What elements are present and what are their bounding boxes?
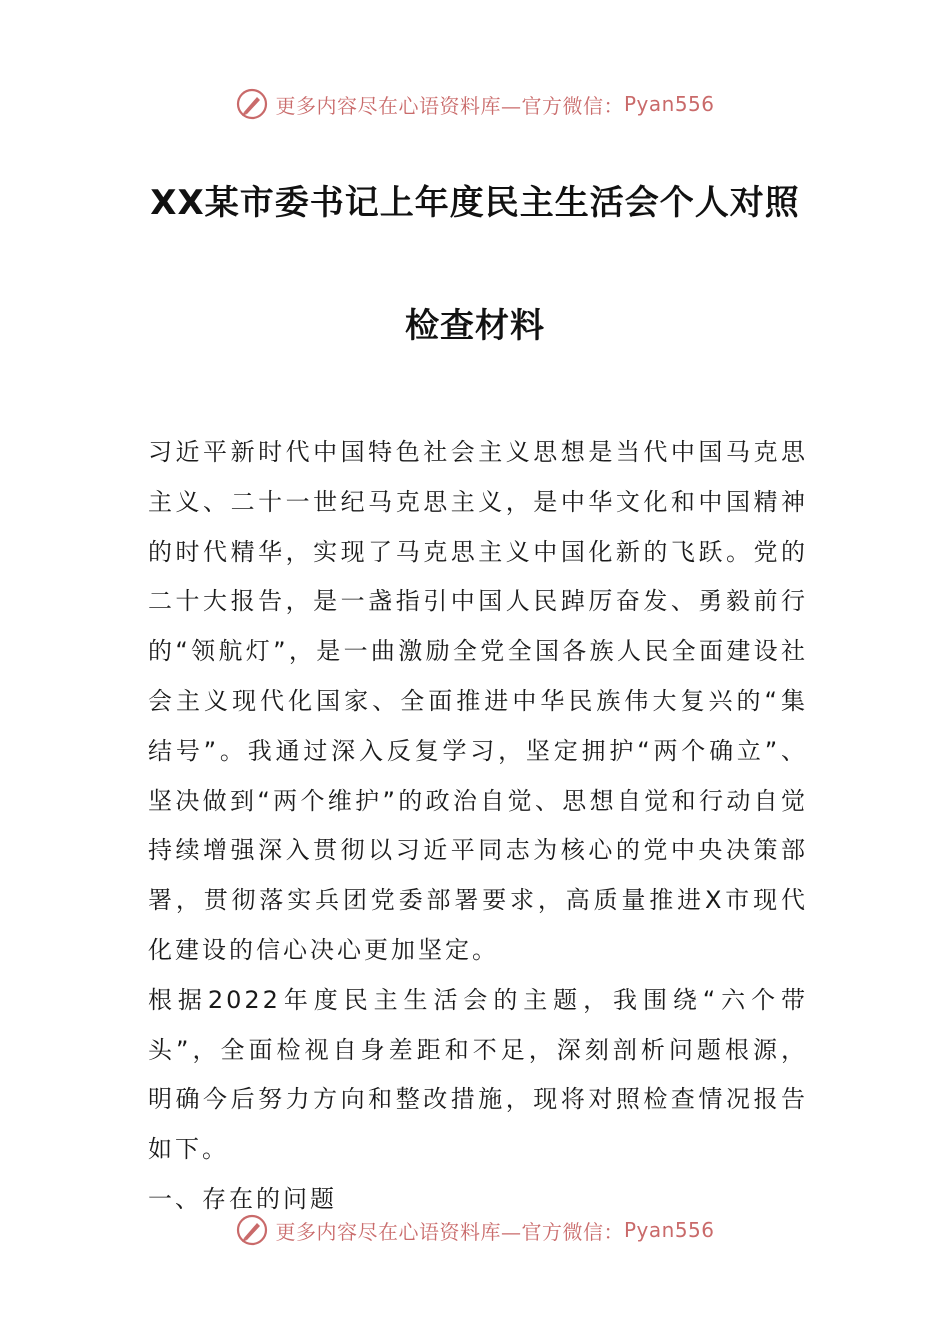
paragraph-2: 根据2022年度民主生活会的主题，我围绕“六个带头”，全面检视自身差距和不足，深刻剖析问题根源，明确今后努力方向和整改措施，现将对照检查情况报告如下。	[148, 985, 808, 1164]
document-title-line-2: 检查材料	[405, 306, 545, 346]
watermark-wechat-id: Pyan556	[623, 92, 715, 116]
document-body	[148, 428, 808, 1225]
paragraph-1: 习近平新时代中国特色社会主义思想是当代中国马克思主义、二十一世纪马克思主义，是中华文化和中国精神的时代精华，实现了马克思主义中国化新的飞跃。党的二十大报告，是一盏指引中国人民踔厉奋发、勇毅前行的“领航灯”，是一曲激励全党全国各族人民全面建设社会主义现代化国家、全面推进中华民族伟大复兴的“集结号”。我通过深入反复学习，坚定拥护“两个确立”、坚决做到“两个维护”的政治自觉、思想自觉和行动自觉持续增强深入贯彻以习近平同志为核心的党中央决策部署，贯彻落实兵团党委部署要求，高质量推进X市现代化建设的信心决心更加坚定。	[148, 438, 808, 964]
watermark-wechat-id: Pyan556	[623, 1218, 715, 1242]
watermark-footer	[0, 1210, 950, 1250]
document-title-line-1: XX某市委书记上年度民主生活会个人对照	[150, 183, 800, 223]
section-heading: 一、存在的问题	[148, 1184, 337, 1213]
watermark-header	[0, 84, 950, 124]
watermark-text: 更多内容尽在心语资料库—官方微信：	[275, 93, 624, 118]
watermark-text: 更多内容尽在心语资料库—官方微信：	[275, 1219, 624, 1244]
pen-circle-icon	[235, 1213, 269, 1247]
pen-circle-icon	[235, 87, 269, 121]
